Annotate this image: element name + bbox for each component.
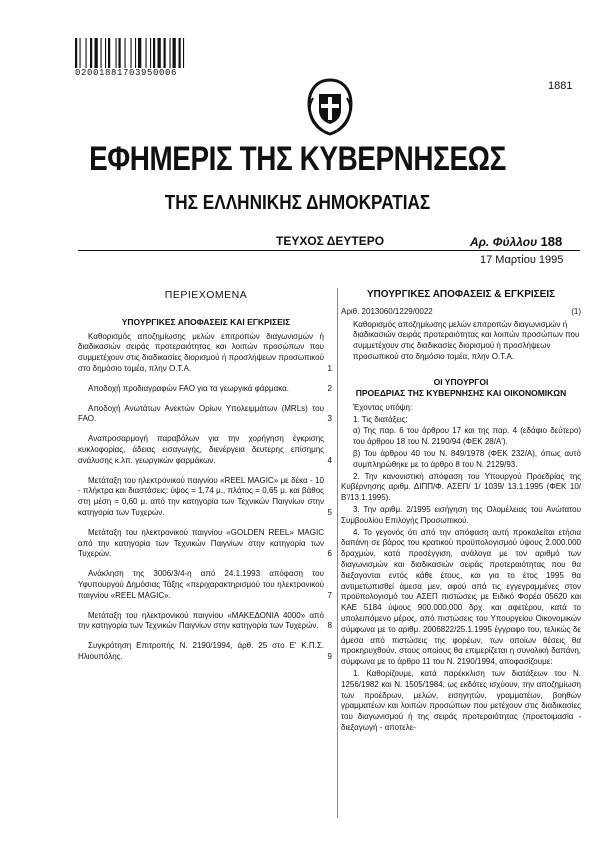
contents-heading: ΠΕΡΙΕΧΟΜΕΝΑ — [164, 289, 248, 301]
decision-item-number: (1) — [571, 306, 581, 316]
contents-item — [78, 528, 334, 560]
contents-item — [78, 434, 334, 466]
sheet-number-label — [470, 234, 562, 249]
contents-item-text: Μετάταξη του ηλεκτρονικού παιγνίου «ΜΑΚΕΔΟΝΙΑ 4000» από την κατηγορία των Τεχνικών Παιγνίων στην κατηγορία των Τυχερών. — [78, 610, 324, 631]
contents-item-text: Αποδοχή Ανωτάτων Ανεκτών Ορίων Υπολειμμάτων (MRLs) του FAO. — [78, 403, 324, 424]
barcode-number: 02001881703950006 — [75, 68, 178, 78]
decision-description: Καθορισμός αποζημίωσης μελών επιτροπών διαγωνισμών ή διαδικασιών σειράς προτεραιότητας και λοιπών προσώπων που συμμετέχουν στις διαδικασίες διορισμού ή προσλήψεων προσωπικού στο δημόσιο τομέα, πλην Ο.Τ.Α. — [353, 319, 580, 361]
contents-item — [78, 332, 334, 375]
contents-list — [78, 332, 334, 663]
contents-item — [78, 404, 334, 426]
contents-item — [78, 476, 334, 519]
decision-paragraph: 2. Την κανονιστική απόφαση του Υπουργού Προεδρίας της Κυβέρνησης αριθμ. ΔΙΠΠ/Φ. ΑΣΕΠ/ 1/ 1039/ 13.1.1995 (ΦΕΚ 10/Β'/13.1.1995). — [341, 471, 581, 503]
contents-item — [78, 569, 334, 601]
decision-paragraph: 3. Την αριθμ. 2/1995 εισήγηση της Ολομέλειας του Ανώτατου Συμβουλίου Επιλογής Προσωπικού. — [341, 504, 581, 525]
gazette-title: ΕΦΗΜΕΡΙΣ ΤΗΣ ΚΥΒΕΡΝΗΣΕΩΣ — [89, 140, 506, 178]
contents-item-page: 9 — [327, 651, 332, 661]
contents-item-page: 1 — [327, 363, 332, 373]
decision-paragraph: Έχοντας υπόψη: — [353, 402, 413, 412]
contents-item-page: 3 — [327, 414, 332, 424]
decision-paragraph: α) Της παρ. 6 του άρθρου 17 και της παρ. 4 (εδάφιο δεύτερο) του άρθρου 18 του Ν. 2190/94 (ΦΕΚ 28/Α'). — [353, 426, 581, 447]
decisions-heading: ΥΠΟΥΡΓΙΚΕΣ ΑΠΟΦΑΣΕΙΣ & ΕΓΚΡΙΣΕΙΣ — [366, 289, 556, 300]
contents-item — [78, 384, 334, 395]
contents-item-text: Ανάκληση της 3006/3/4-η από 24.1.1993 απόφαση του Υφυπουργού Δημόσιας Τάξης «περιχαρακτηρισμού του ηλεκτρονικού παιγνίου «REEL MAGIC». — [78, 569, 324, 600]
issue-date: 17 Μαρτίου 1995 — [480, 254, 564, 266]
contents-item-text: Μετάταξη του ηλεκτρονικού παιγνίου «REEL MAGIC» με δέκα - 10 - πλήκτρα και διαστάσεις: ύψος = 1,74 μ., πλάτος = 0,65 μ. και βάθος στη μέση = 0,60 μ. από την κατηγορία των Τεχνικών Παιγνίων στην κατηγορία των Τυχερών. — [78, 475, 324, 517]
contents-item-text: Συγκρότηση Επιτροπής Ν. 2190/1994, άρθ. 25 στο Ε' Κ.Π.Σ. Ηλιουπόλης. — [78, 641, 324, 661]
issuing-authority — [341, 377, 581, 399]
contents-item-page: 7 — [327, 590, 332, 600]
decision-paragraph: β) Του άρθρου 40 του Ν. 849/1978 (ΦΕΚ 232/Α), όπως αυτό συμπληρώθηκε με το άρθρο 8 του Ν. 2129/93. — [353, 448, 581, 469]
decision-column — [341, 290, 581, 735]
contents-column — [78, 290, 334, 672]
contents-item-page: 8 — [327, 621, 332, 631]
decision-paragraph: 4. Το γεγονός ότι από την απόφαση αυτή προκαλείται ετήσια δαπάνη σε βάρος του κρατικού προϋπολογισμού ύψους 2.000.000 δραχμών, κατά προσέγγιση, ανάλογα με τον αριθμό των διαγωνισμών και διαδικασιών σειράς προτεραιότητας που θα διεξαγονται εντός κάθε έτους, και για το έτος 1995 θα αντιμετωπισθεί άμεσα μεν, αφού από τις εγγεγραμμένες στον προϋπολογισμό του ΑΣΕΠ πιστώσεις με Ειδικό Φορέα 05620 και ΚΑΕ 5184 ύψους 900.000.000 δρχ. και αφετέρου, κατά το υπολειπόμενο μέρος, από πιστώσεις του Υπουργείου Οικονομικών σύμφωνα με το αριθμ. 2006822/25.1.1995 έγγραφο του, τελικώς δε άμεσα από πιστώσεις της φορέων, των οποίων θέσεις θα προκηρυχθούν, στους οποίους θα επιμερίζεται η συνολική δαπάνη, σύμφωνα με το άρθρο 11 του Ν. 2190/1994, αποφασίζουμε: — [341, 527, 581, 667]
contents-item-page: 4 — [327, 455, 332, 465]
gazette-subtitle: ΤΗΣ ΕΛΛΗΝΙΚΗΣ ΔΗΜΟΚΡΑΤΙΑΣ — [164, 192, 431, 214]
page-number: 1881 — [548, 80, 573, 92]
decision-body — [341, 403, 581, 734]
decision-paragraph: 1. Τις διατάξεις: — [353, 414, 408, 424]
sheet-number: 188 — [540, 234, 563, 249]
decision-paragraph: 1. Καθορίζουμε, κατά παρέκκλιση των διατάξεων του Ν. 1256/1982 και Ν. 1505/1984, ως εκδότες ισχύουν, την αποζημίωση των προέδρων, μελών, εισηγητών, γραμματέων, βοηθών γραμματέων και λοιπών προσώπων που μετέχουν στις διαδικασίες του διαγωνισμού ή της σειράς προτεραιότητας (προετοιμασία - διεξαγωγή - αποτελε- — [341, 668, 581, 732]
decision-ref-number: Αριθ. 2013060/1229/0022 — [341, 306, 433, 316]
coat-of-arms-emblem — [303, 78, 357, 136]
barcode — [75, 38, 215, 68]
column-divider — [337, 288, 338, 818]
contents-item-text: Αναπροσαρμογή παραβόλων για την χορήγηση έγκρισης κυκλοφορίας, άδειας εισαγωγής, διενέργεια δευτερης επίσημης ανάλυσης κ.λπ. γεωργικών φαρμάκων. — [78, 434, 324, 465]
contents-item-text: Μετάταξη του ηλεκτρονικού παιγνίου «GOLDEN REEL» MAGIC από την κατηγορία των Τεχνικών Παιγνίων στην κατηγορία των Τυχερών. — [78, 527, 324, 559]
contents-section-title: ΥΠΟΥΡΓΙΚΕΣ ΑΠΟΦΑΣΕΙΣ ΚΑΙ ΕΓΚΡΙΣΕΙΣ — [121, 316, 291, 327]
header-divider — [78, 250, 580, 251]
authority-line-2: ΠΡΟΕΔΡΙΑΣ ΤΗΣ ΚΥΒΕΡΝΗΣΗΣ ΚΑΙ ΟΙΚΟΝΟΜΙΚΩΝ — [355, 387, 567, 398]
sheet-label: Αρ. Φύλλου — [470, 235, 538, 249]
contents-item-page: 2 — [327, 383, 332, 393]
contents-item-page: 5 — [327, 507, 332, 517]
contents-item-text: Αποδοχή προδιαγραφών FAO για τα γεωργικά φάρμακα. — [88, 383, 289, 393]
decision-reference — [341, 307, 581, 318]
contents-item — [78, 641, 334, 663]
contents-item-page: 6 — [327, 549, 332, 559]
contents-item — [78, 611, 334, 633]
contents-item-text: Καθορισμός αποζημίωσης μελών επιτροπών διαγωνισμών ή διαδικασιών σειράς προτεραιότητας και λοιπών προσώπων που συμμετέχουν στις διαδικασίες διορισμού ή προσλήψεων προσωπικού στο δημόσιο τομέα, πλην Ο.Τ.Α. — [78, 331, 324, 373]
issue-label: ΤΕΥΧΟΣ ΔΕΥΤΕΡΟ — [276, 234, 385, 248]
authority-line-1: ΟΙ ΥΠΟΥΡΓΟΙ — [433, 376, 489, 387]
